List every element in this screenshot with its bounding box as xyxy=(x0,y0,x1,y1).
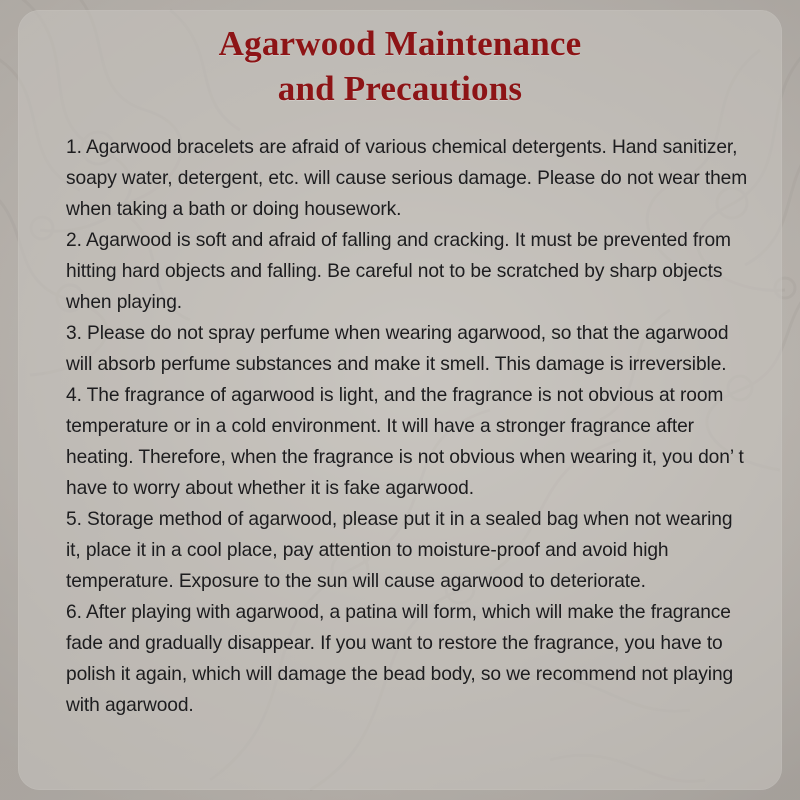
page-title-line-2: and Precautions xyxy=(277,68,523,108)
body-text xyxy=(66,132,752,721)
paragraph-5: 5. Storage method of agarwood, please put it in a sealed bag when not wearing it, place it in a cool place, pay attention to moisture-proof and avoid high temperature. Exposure to the sun will cause agarwood to deteriorate. xyxy=(66,509,733,592)
paragraph-3: 3. Please do not spray perfume when wearing agarwood, so that the agarwood will absorb perfume substances and make it smell. This damage is irreversible. xyxy=(66,323,729,375)
paragraph-1: 1. Agarwood bracelets are afraid of various chemical detergents. Hand sanitizer, soapy water, detergent, etc. will cause serious damage. Please do not wear them when taking a bath or doing housework. xyxy=(66,137,748,220)
paragraph-4: 4. The fragrance of agarwood is light, and the fragrance is not obvious at room temperature or in a cold environment. It will have a stronger fragrance after heating. Therefore, when the fragrance is not obvious when wearing it, you don’ t have to worry about whether it is fake agarwood. xyxy=(66,385,744,499)
paragraph-6: 6. After playing with agarwood, a patina will form, which will make the fragrance fade and gradually disappear. If you want to restore the fragrance, you have to polish it again, which will damage the bead body, so we recommend not playing with agarwood. xyxy=(66,602,734,716)
page-title-line-1: Agarwood Maintenance xyxy=(218,24,582,63)
paragraph-2: 2. Agarwood is soft and afraid of falling and cracking. It must be prevented from hitting hard objects and falling. Be careful not to be scratched by sharp objects when playing. xyxy=(66,230,731,313)
page-title xyxy=(0,22,800,112)
